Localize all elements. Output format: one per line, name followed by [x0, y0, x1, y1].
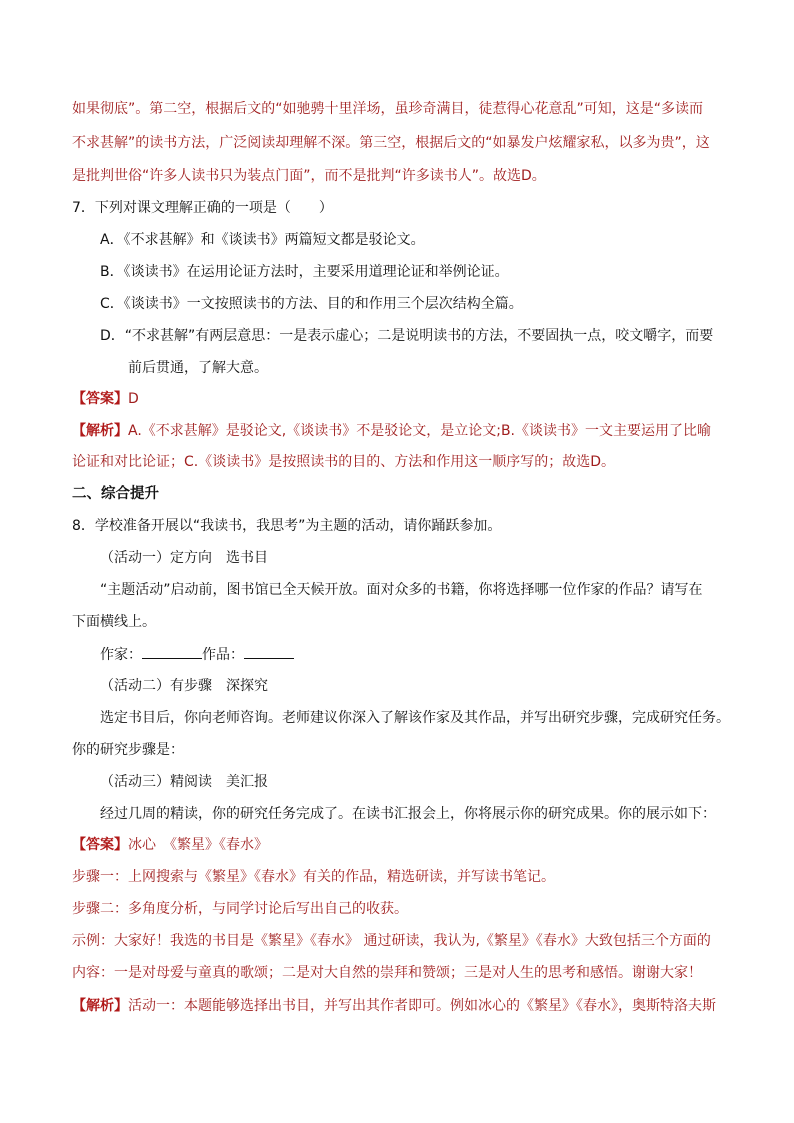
q8-answer-line-4: 示例：大家好！我选的书目是《繁星》《春水》 通过研读，我认为,《繁星》《春水》大致包括三个方面的 — [72, 933, 711, 949]
q7-answer-value: D — [128, 391, 139, 407]
author-blank[interactable] — [142, 644, 202, 659]
q8-fill-line — [100, 644, 294, 665]
q8-activity-2-text-2: 你的研究步骤是： — [72, 742, 184, 758]
q7-analysis-line-2: 论证和对比论证；C.《谈读书》是按照读书的目的、方法和作用这一顺序写的；故选D。 — [72, 454, 616, 470]
q8-stem: 8．学校准备开展以“我读书，我思考”为主题的活动，请你踊跃参加。 — [72, 518, 502, 534]
q7-option-d-line-2: 前后贯通，了解大意。 — [128, 360, 268, 376]
work-label: 作品： — [202, 647, 244, 663]
q8-answer-line-1 — [72, 835, 268, 855]
prev-analysis-line-1: 如果彻底”。第二空，根据后文的“如驰骋十里洋场，虽珍奇满目，徒惹得心花意乱”可知，这是“多读而 — [72, 101, 704, 117]
q8-activity-3-title: （活动三）精阅读 美汇报 — [100, 774, 268, 790]
work-blank[interactable] — [244, 644, 294, 659]
q7-option-b: B．《谈读书》在运用论证方法时，主要采用道理论证和举例论证。 — [100, 264, 509, 280]
q8-answer-tag: 【答案】 — [72, 837, 128, 853]
q8-answer-line-3: 步骤二：多角度分析，与同学讨论后写出自己的收获。 — [72, 901, 408, 917]
prev-analysis-line-3: 是批判世俗“许多人读书只为装点门面”，而不是批判“许多读书人”。故选D。 — [72, 168, 546, 184]
q8-answer-line-2: 步骤一：上网搜索与《繁星》《春水》有关的作品，精选研读，并写读书笔记。 — [72, 869, 555, 885]
q7-analysis-line-1 — [72, 421, 711, 441]
prev-analysis-line-2: 不求甚解”的读书方法，广泛阅读却理解不深。第三空，根据后文的“如暴发户炫耀家私，以多为贵”，这 — [72, 135, 710, 151]
q8-activity-2-text-1: 选定书目后，你向老师咨询。老师建议你深入了解该作家及其作品，并写出研究步骤，完成研究任务。 — [100, 710, 730, 726]
q8-activity-1-title: （活动一）定方向 选书目 — [100, 550, 268, 566]
q7-analysis-text-1: A.《不求甚解》是驳论文,《谈读书》不是驳论文，是立论文;B.《谈读书》一文主要运用了比喻 — [128, 423, 712, 439]
q7-answer-tag: 【答案】 — [72, 391, 128, 407]
q7-option-d-line-1: D．“不求甚解”有两层意思：一是表示虚心；二是说明读书的方法，不要固执一点，咬文嚼字，而要 — [100, 328, 714, 344]
q8-activity-2-title: （活动二）有步骤 深探究 — [100, 678, 268, 694]
section-title: 二、综合提升 — [72, 486, 159, 502]
q7-answer — [72, 389, 139, 409]
q8-analysis-tag: 【解析】 — [72, 998, 128, 1014]
q7-option-c: C．《谈读书》一文按照读书的方法、目的和作用三个层次结构全篇。 — [100, 296, 523, 312]
q8-answer-line-5: 内容：一是对母爱与童真的歌颂；二是对大自然的崇拜和赞颂；三是对人生的思考和感悟。谢谢大家！ — [72, 965, 702, 981]
q8-answer-text-1: 冰心 《繁星》《春水》 — [128, 837, 268, 853]
q7-stem: 7．下列对课文理解正确的一项是（ ） — [72, 200, 333, 216]
q8-activity-1-text-2: 下面横线上。 — [72, 614, 156, 630]
q7-analysis-tag: 【解析】 — [72, 423, 128, 439]
q8-activity-1-text-1: “主题活动”启动前，图书馆已全天候开放。面对众多的书籍，你将选择哪一位作家的作品？请写在 — [100, 582, 703, 598]
author-label: 作家： — [100, 647, 142, 663]
q8-analysis-text-1: 活动一：本题能够选择出书目，并写出其作者即可。例如冰心的《繁星》《春水》，奥斯特洛夫斯 — [128, 998, 716, 1014]
q8-analysis-line-1 — [72, 996, 716, 1016]
q7-option-a: A．《不求甚解》和《谈读书》两篇短文都是驳论文。 — [100, 232, 425, 248]
q8-activity-3-text: 经过几周的精读，你的研究任务完成了。在读书汇报会上，你将展示你的研究成果。你的展示如下： — [100, 806, 716, 822]
